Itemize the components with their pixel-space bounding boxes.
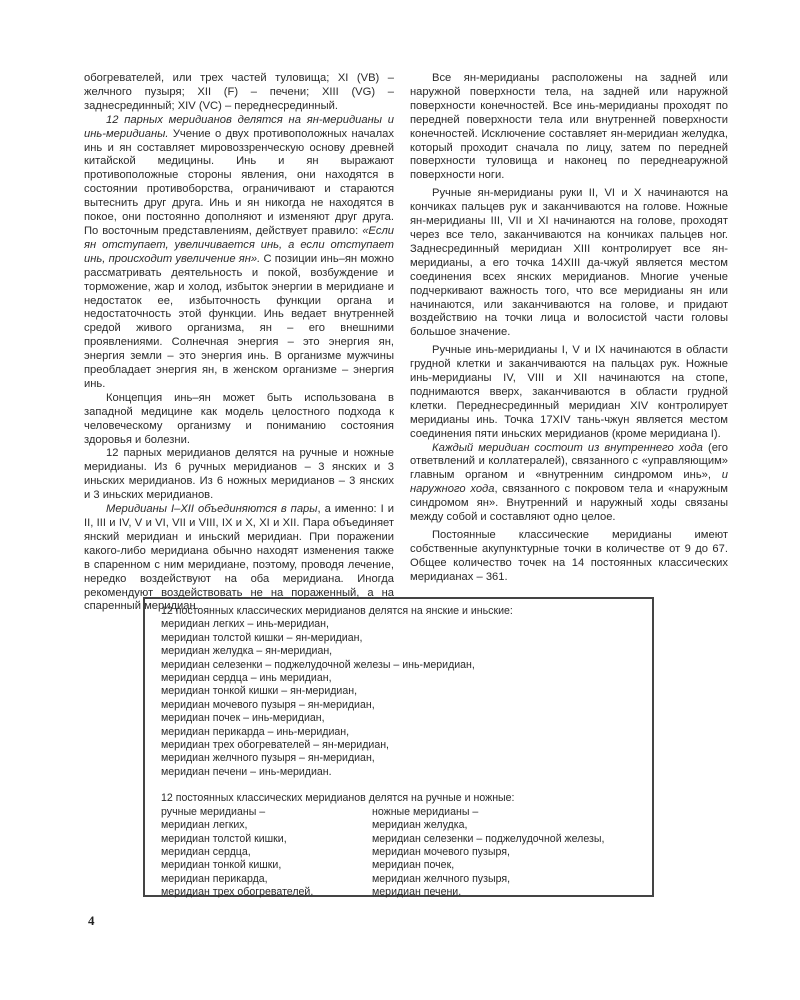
list-item: меридиан желудка – ян-меридиан, <box>161 645 333 658</box>
list-item: меридиан сердца – инь меридиан, <box>161 672 332 685</box>
paragraph: 12 парных меридианов делятся на ручные и ножные меридианы. Из 6 ручных меридианов – 3 янских и 3 иньских меридианов. Из 6 ножных меридианов – 3 янских и 3 иньских меридианов. <box>84 447 394 502</box>
list-item: меридиан желудка, <box>372 819 468 832</box>
list-item: меридиан желчного пузыря, <box>372 872 511 885</box>
page-number: 4 <box>88 913 95 928</box>
spacer <box>161 779 652 792</box>
list-item: меридиан сердца, <box>161 845 251 858</box>
list-item: меридиан почек – инь-меридиан, <box>161 712 325 725</box>
list-item: меридиан тонкой кишки, <box>161 859 282 872</box>
meridian-classification-box <box>143 597 654 897</box>
box-heading-hand-foot: 12 постоянных классических меридианов делятся на ручные и ножные: <box>161 792 515 805</box>
list-item: ножные меридианы – <box>372 805 479 818</box>
list-item: ручные меридианы – <box>161 805 266 818</box>
list-item: меридиан перикарда – инь-меридиан, <box>161 725 350 738</box>
list-item: меридиан почек, <box>372 859 455 872</box>
list-item: меридиан трех обогревателей – ян-меридиан, <box>161 739 390 752</box>
list-item: меридиан толстой кишки, <box>161 832 287 845</box>
italic-lead: Меридианы I–XII объединяются в пары <box>106 503 318 516</box>
paragraph: обогревателей, или трех частей туловища; XI (VB) – желчного пузыря; XII (F) – печени; XIII (VG) – заднесрединный; XIV (VC) – переднесрединный. <box>84 72 394 112</box>
list-item: меридиан перикарда, <box>161 872 268 885</box>
paragraph: Ручные инь-меридианы I, V и IX начинаются в области грудной клетки и заканчиваются на пальцах рук. Ножные инь-меридианы IV, VIII и XII начинаются на стопе, поднимаются вверх, заканчиваются в области грудной клетки. Переднесрединный меридиан XIV контролирует меридианы инь. Точка 17XIV тань-чжун является местом соединения пяти иньских меридианов (кроме меридиана I). <box>410 344 728 440</box>
paragraph: Все ян-меридианы расположены на задней или наружной поверхности тела, на задней или наружной поверхности конечностей. Все инь-меридианы проходят по передней поверхности тела или внутренней поверхности конечностей. Исключение составляет ян-меридиан желудка, который проходит сначала по лицу, затем по передней поверхности туловища и наконец по переднеаружной поверхности ноги. <box>410 72 728 182</box>
list-item: меридиан селезенки – поджелудочной железы – инь-меридиан, <box>161 658 475 671</box>
list-item: меридиан тонкой кишки – ян-меридиан, <box>161 685 358 698</box>
paragraph <box>84 114 394 392</box>
paragraph: Ручные ян-меридианы руки II, VI и X начинаются на кончиках пальцев рук и заканчиваются на голове. Ножные ян-меридианы III, VII и XI начинаются на голове, проходят через все тело, заканчиваются на кончиках пальцев ног. Заднесрединный меридиан XIII контролирует все ян-меридианы, а его точка 14XIII да-чжуй является местом соединения всех янских меридианов. Многие ученые подчеркивают важность того, что все меридианы ян или начинаются, или заканчиваются на голове, и придают воздействию на точки лица и волосистой части головы большое значение. <box>410 187 728 339</box>
paragraph: Постоянные классические меридианы имеют собственные акупунктурные точки в количестве от 9 до 67. Общее количество точек на 14 постоянных классических меридианах – 361. <box>410 529 728 583</box>
right-column <box>410 72 728 585</box>
paragraph-text: , связанного с покровом тела и «наружным синдромом ян». Внутренний и наружный ходы связаны между собой и составляют одно целое. <box>410 483 729 524</box>
italic-lead: Каждый меридиан состоит из внутреннего хода <box>432 441 703 454</box>
box-heading-yin-yang: 12 постоянных классических меридианов делятся на янские и иньские: <box>161 605 513 617</box>
hand-meridians-list <box>161 806 372 900</box>
list-item: меридиан желчного пузыря – ян-меридиан, <box>161 752 375 765</box>
paragraph: Концепция инь–ян может быть использована в западной медицине как модель целостного подхода к человеческому организму и пониманию состояния здоровья и болезни. <box>84 391 394 446</box>
paragraph-text: Учение о двух противоположных началах инь и ян составляет мировоззренческую основу древней китайской медицины. Инь и ян выражают противоположные стороны явления, они находятся в состоянии противоборства, ограничивают и стараются вытеснить друг друга. Инь и ян никогда не находятся в покое, они постоянно дополняют и изменяют друг друга. По восточным представлениям, действует правило: <box>84 127 394 237</box>
foot-meridians-list <box>372 806 652 900</box>
list-item: меридиан селезенки – поджелудочной железы, <box>372 832 605 845</box>
paragraph-text: (его ответвлений и коллатералей), связанного с «управляющим» главным органом и «внутренним синдромом инь», <box>410 441 728 482</box>
italic-lead: 12 парных меридианов делятся на ян-меридианы и инь-меридианы. <box>84 113 394 140</box>
paragraph-text: , а именно: I и II, III и IV, V и VI, VII и VIII, IX и X, XI и XII. Пара объединяет янский меридиан и иньский меридиан. При поражении какого-либо меридиана обычно находят изменения также в спаренном с ним меридиане, поэтому, проводя лечение, нередко воздействуют на оба меридиана. Иногда рекомендуют воздействовать не на пораженный, а на спаренный меридиан. <box>84 503 394 613</box>
list-item: меридиан мочевого пузыря – ян-меридиан, <box>161 698 375 711</box>
left-column <box>84 72 394 614</box>
yin-yang-list <box>161 618 652 779</box>
paragraph-text: С позиции инь–ян можно рассматривать деятельность и покой, возбуждение и торможение, жар и холод, избыток энергии в меридиане и недостаток ее, избыточность функции органа и недостаточность этой функции. Инь ведает внутренней средой живого организма, ян – его внешними проявлениями. Солнечная энергия – это энергия ян, энергия земли – это энергия инь. В организме мужчины преобладает энергия ян, в женском организме – энергия инь. <box>84 252 394 390</box>
list-item: меридиан мочевого пузыря, <box>372 845 510 858</box>
paragraph <box>410 442 728 525</box>
list-item: меридиан печени – инь-меридиан. <box>161 765 332 778</box>
list-item: меридиан печени. <box>372 886 462 899</box>
hand-foot-table <box>161 806 652 900</box>
list-item: меридиан трех обогревателей. <box>161 886 314 899</box>
italic-mid: и наружного хода <box>410 469 728 496</box>
list-item: меридиан легких – инь-меридиан, <box>161 618 329 631</box>
list-item: меридиан толстой кишки – ян-меридиан, <box>161 631 363 644</box>
italic-quote: «Если ян отступает, увеличивается инь, а если отступает инь, происходит увеличение ян». <box>84 224 394 265</box>
list-item: меридиан легких, <box>161 819 248 832</box>
